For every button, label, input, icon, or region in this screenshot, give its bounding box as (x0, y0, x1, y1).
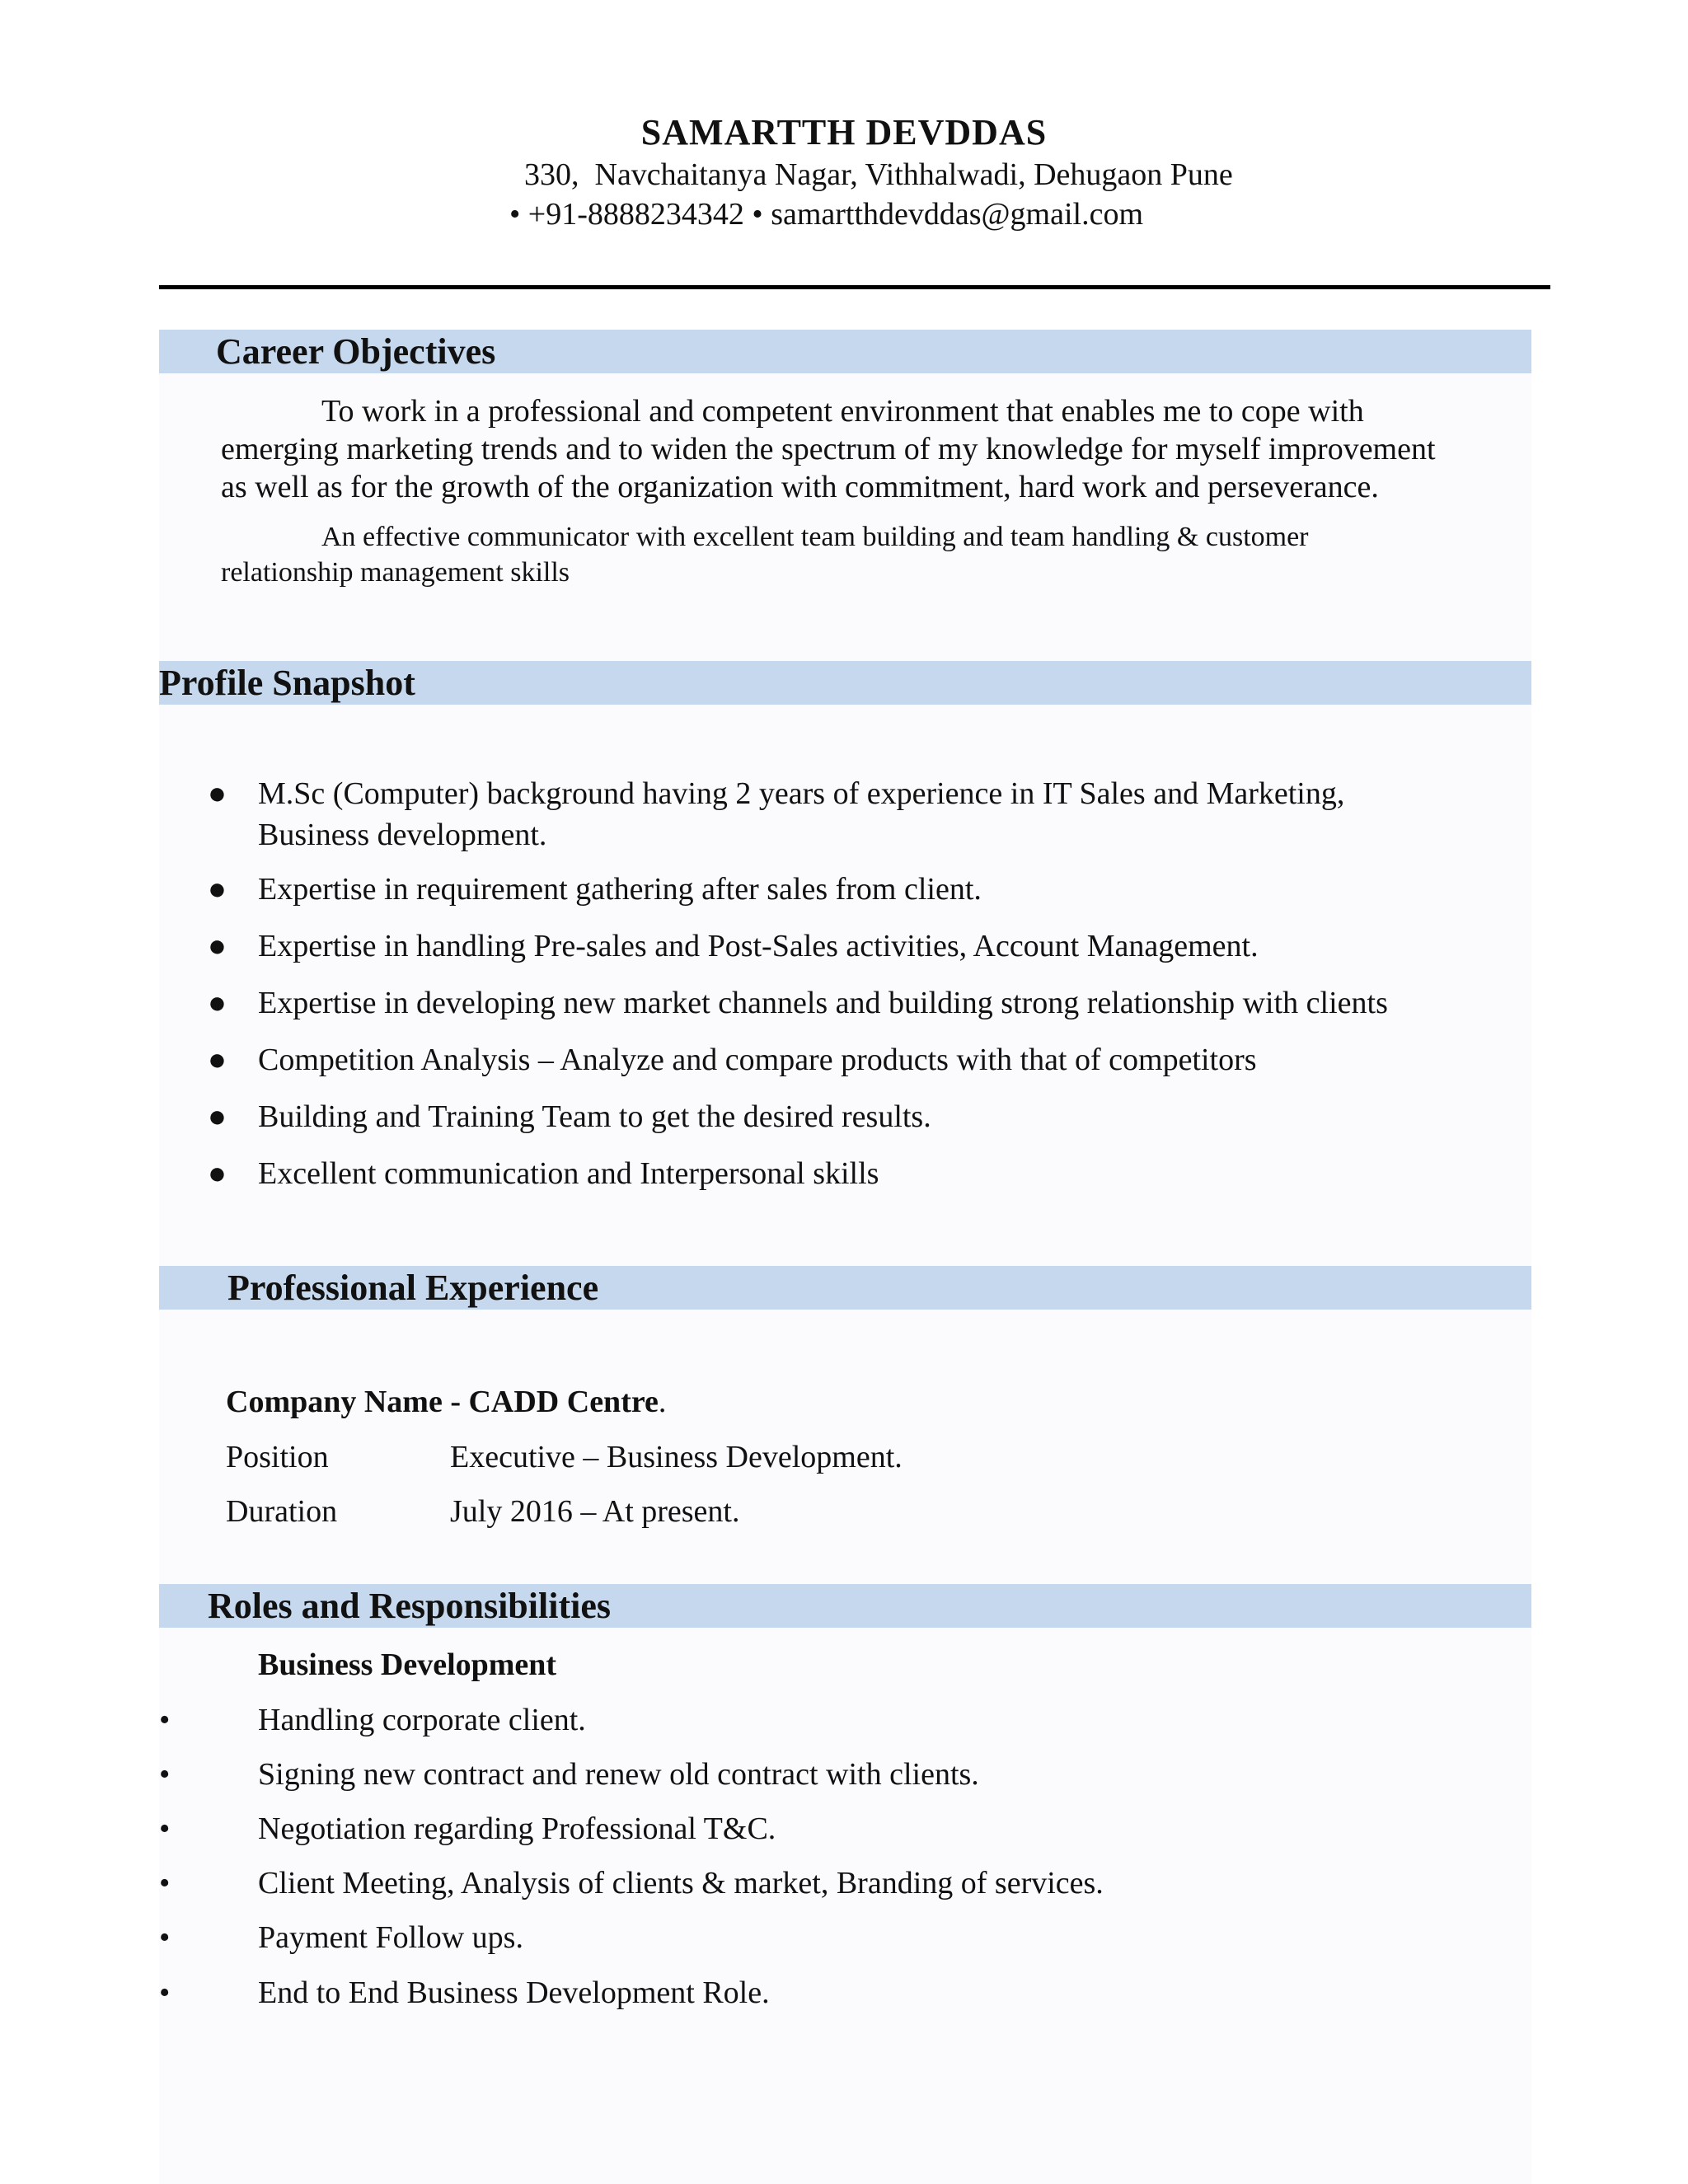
professional-experience-heading: Professional Experience (227, 1268, 599, 1308)
career-line-2: emerging marketing trends and to widen the spectrum of my knowledge for myself improvement (221, 432, 1436, 466)
summary-line-2: relationship management skills (221, 557, 570, 588)
role-item: End to End Business Development Role. (258, 1975, 770, 2010)
roles-subheading: Business Development (258, 1647, 557, 1682)
duration-label: Duration (226, 1494, 338, 1529)
profile-item: M.Sc (Computer) background having 2 years of experience in IT Sales and Marketing, (258, 776, 1345, 811)
header-divider (159, 285, 1550, 289)
position-label: Position (226, 1440, 329, 1474)
bullet-icon: • (159, 1920, 171, 1955)
candidate-name: SAMARTTH DEVDDAS (640, 112, 1048, 152)
candidate-address: 330, Navchaitanya Nagar, Vithhalwadi, Dehugaon Pune (524, 157, 1233, 192)
profile-item: Excellent communication and Interpersonal skills (258, 1156, 879, 1191)
profile-item-continuation: Business development. (258, 818, 547, 852)
profile-item: Competition Analysis – Analyze and compare products with that of competitors (258, 1043, 1257, 1077)
career-objective-paragraph (221, 392, 1540, 506)
position-value: Executive – Business Development. (450, 1440, 903, 1474)
bullet-icon: ● (208, 986, 227, 1020)
profile-snapshot-heading: Profile Snapshot (159, 663, 415, 703)
career-summary-paragraph (221, 519, 1540, 590)
bullet-icon: ● (208, 776, 227, 811)
bullet-icon: • (159, 1811, 171, 1846)
bullet-icon: • (159, 1757, 171, 1792)
career-line-1 (221, 392, 1540, 430)
bullet-icon: ● (208, 929, 227, 963)
bullet-icon: • (159, 1703, 171, 1737)
career-objectives-heading: Career Objectives (216, 331, 496, 372)
bullet-icon: ● (208, 1099, 227, 1134)
company-name-text: Company Name - CADD Centre (226, 1385, 659, 1419)
bullet-icon: • (159, 1866, 171, 1900)
bullet-icon: ● (208, 1043, 227, 1077)
company-name-dot: . (658, 1385, 667, 1419)
profile-item: Expertise in handling Pre-sales and Post-Sales activities, Account Management. (258, 929, 1259, 963)
bullet-icon: ● (208, 1156, 227, 1191)
role-item: Payment Follow ups. (258, 1920, 523, 1955)
bullet-icon: ● (208, 872, 227, 907)
candidate-contact: • +91-8888234342 • samartthdevddas@gmail.com (509, 197, 1144, 232)
role-item: Handling corporate client. (258, 1703, 586, 1737)
role-item: Signing new contract and renew old contract with clients. (258, 1757, 979, 1792)
summary-line-1-text: An effective communicator with excellent team building and team handling & customer (321, 522, 1309, 552)
roles-heading: Roles and Responsibilities (208, 1586, 611, 1626)
profile-item: Expertise in requirement gathering after sales from client. (258, 872, 982, 907)
career-line-1-text: To work in a professional and competent environment that enables me to cope with (321, 394, 1364, 429)
role-item: Negotiation regarding Professional T&C. (258, 1811, 776, 1846)
profile-item: Building and Training Team to get the desired results. (258, 1099, 931, 1134)
career-line-3: as well as for the growth of the organization with commitment, hard work and perseverance. (221, 470, 1379, 504)
role-item: Client Meeting, Analysis of clients & market, Branding of services. (258, 1866, 1104, 1900)
duration-value: July 2016 – At present. (450, 1494, 740, 1529)
summary-line-1 (221, 519, 1540, 555)
bullet-icon: • (159, 1975, 171, 2010)
profile-item: Expertise in developing new market channels and building strong relationship with clients (258, 986, 1388, 1020)
company-name (226, 1381, 666, 1422)
